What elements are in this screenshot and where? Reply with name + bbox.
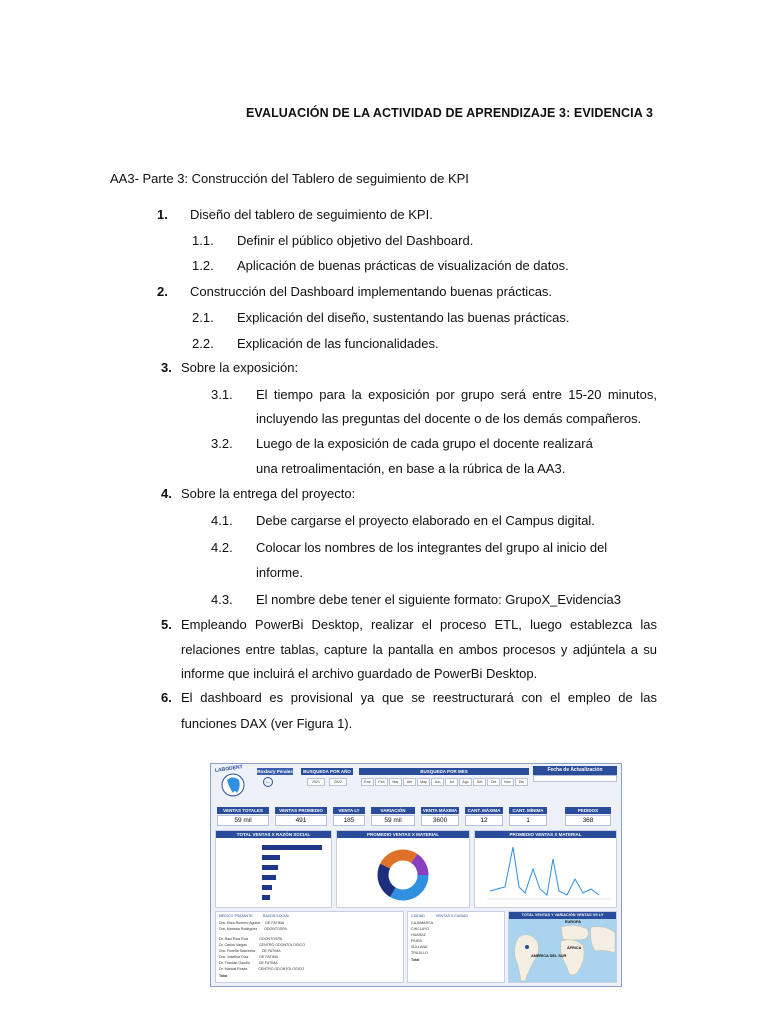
item-1-number: 1. — [157, 207, 168, 222]
month-button[interactable]: Mar — [389, 778, 402, 786]
item-6-line2: funciones DAX (ver Figura 1). — [181, 716, 353, 731]
table-ciudad: CIUDAD VENTAS X CIUDAD CAJAMARCA CHICLAYO HUARAZ PIURA SULLANA TRUJILLO Total — [407, 911, 505, 983]
kpi-label: PEDIDOS — [565, 807, 611, 814]
item-3-2-line1: Luego de la exposición de cada grupo el docente realizará — [256, 436, 593, 451]
item-3-2-number: 3.2. — [211, 436, 233, 451]
kpi-label: VENTAS TOTALES — [217, 807, 269, 814]
logo-text: LABODENT — [214, 764, 244, 774]
item-2-2-number: 2.2. — [192, 336, 214, 351]
item-1-2-number: 1.2. — [192, 258, 214, 273]
item-3-1-line2: incluyendo las preguntas del docente o de los demás compañeros. — [256, 411, 642, 426]
hbar — [262, 875, 276, 880]
map-panel — [508, 911, 617, 983]
kpi-value: 12 — [465, 815, 503, 826]
item-3-text: Sobre la exposición: — [181, 360, 299, 375]
dashboard-figure — [210, 763, 622, 987]
item-6-number: 6. — [161, 690, 172, 705]
item-4-2-line2: informe. — [256, 565, 303, 580]
year-button[interactable]: 2022 — [329, 778, 347, 786]
hbar — [262, 895, 270, 900]
item-2-number: 2. — [157, 284, 168, 299]
month-button[interactable]: Jun — [431, 778, 444, 786]
item-4-2-number: 4.2. — [211, 540, 233, 555]
section-subtitle: AA3- Parte 3: Construcción del Tablero de seguimiento de KPI — [110, 171, 469, 186]
user-badge: Roxbury Perales — [257, 769, 293, 774]
kpi-label: VENTAS PROMEDIO — [275, 807, 327, 814]
item-4-3-text: El nombre debe tener el siguiente formato: GrupoX_Evidencia3 — [256, 592, 621, 607]
item-3-1-number: 3.1. — [211, 387, 233, 402]
kpi-label: VENTA LY — [333, 807, 365, 814]
panel-title: PROMEDIO VENTAS X MATERIAL — [475, 831, 616, 838]
item-5-line3: informe que incluirá el archivo guardado de PowerBi Desktop. — [181, 666, 538, 681]
month-button[interactable]: Feb — [375, 778, 388, 786]
update-date-value — [533, 775, 617, 782]
world-map — [509, 919, 617, 983]
month-button[interactable]: Nov — [501, 778, 514, 786]
month-button[interactable]: Abr — [403, 778, 416, 786]
kpi-value: 59 mil — [371, 815, 415, 826]
item-3-2-line2: una retroalimentación, en base a la rúbrica de la AA3. — [256, 461, 566, 476]
panel-title: TOTAL VENTAS Y VARIACIÓN VENTAS VS LY — [509, 912, 616, 919]
month-button[interactable]: Ago — [459, 778, 472, 786]
update-date-header: Fecha de Actualización — [533, 766, 617, 775]
item-3-1-line1: El tiempo para la exposición por grupo será entre 15-20 minutos, — [256, 387, 657, 402]
item-5-line1: Empleando PowerBi Desktop, realizar el proceso ETL, luego establezca las — [181, 617, 657, 632]
kpi-value: 491 — [275, 815, 327, 826]
panel-promedio-material-donut — [336, 830, 470, 908]
map-label: AMÉRICA DEL SUR — [531, 954, 567, 958]
item-2-text: Construcción del Dashboard implementando buenas prácticas. — [190, 284, 553, 299]
item-4-2-line1: Colocar los nombres de los integrantes del grupo al inicio del — [256, 540, 608, 555]
month-button[interactable]: Dic — [515, 778, 528, 786]
item-4-3-number: 4.3. — [211, 592, 233, 607]
panel-total-ventas-razon — [215, 830, 332, 908]
line-chart — [475, 839, 617, 908]
year-search-header: BUSQUEDA POR AÑO — [301, 768, 353, 775]
hbar — [262, 865, 278, 870]
month-button[interactable]: Oct — [487, 778, 500, 786]
month-button[interactable]: Set — [473, 778, 486, 786]
kpi-label: CANT. MÍNIMA — [509, 807, 547, 814]
hbar — [262, 855, 280, 860]
labodent-logo — [213, 766, 253, 800]
month-button[interactable]: May — [417, 778, 430, 786]
item-4-text: Sobre la entrega del proyecto: — [181, 486, 356, 501]
kpi-label: VARIACIÓN — [371, 807, 415, 814]
item-6-line1: El dashboard es provisional ya que se reestructurará con el empleo de las — [181, 690, 657, 705]
month-button[interactable]: Jul — [445, 778, 458, 786]
month-search-header: BUSQUEDA POR MES — [359, 768, 529, 775]
item-2-1-text: Explicación del diseño, sustentando las buenas prácticas. — [237, 310, 570, 325]
item-2-2-text: Explicación de las funcionalidades. — [237, 336, 439, 351]
item-1-2-text: Aplicación de buenas prácticas de visualización de datos. — [237, 258, 569, 273]
year-button[interactable]: 2021 — [307, 778, 325, 786]
item-3-number: 3. — [161, 360, 172, 375]
hbar — [262, 885, 272, 890]
item-2-1-number: 2.1. — [192, 310, 214, 325]
kpi-label: CANT. MÁXIMA — [465, 807, 503, 814]
kpi-value: 3600 — [421, 815, 459, 826]
panel-promedio-material-line — [474, 830, 617, 908]
back-icon[interactable]: ← — [265, 779, 271, 785]
item-1-1-text: Definir el público objetivo del Dashboard. — [237, 233, 474, 248]
item-5-line2: relaciones entre tablas, capture la pantalla en ambos procesos y adjúntela a su — [181, 642, 657, 657]
item-5-number: 5. — [161, 617, 172, 632]
month-button[interactable]: Ene — [361, 778, 374, 786]
panel-title: TOTAL VENTAS X RAZÓN SOCIAL — [216, 831, 331, 838]
donut-chart — [337, 839, 470, 908]
kpi-value: 1 — [509, 815, 547, 826]
item-4-number: 4. — [161, 486, 172, 501]
kpi-value: 59 mil — [217, 815, 269, 826]
kpi-value: 185 — [333, 815, 365, 826]
map-label: EUROPA — [565, 920, 581, 924]
kpi-label: VENTA MÁXIMA — [422, 808, 458, 813]
item-1-text: Diseño del tablero de seguimiento de KPI. — [190, 207, 433, 222]
item-4-1-number: 4.1. — [211, 513, 233, 528]
panel-title: PROMEDIO VENTAS X MATERIAL — [337, 831, 469, 838]
page-title: EVALUACIÓN DE LA ACTIVIDAD DE APRENDIZAJE 3: EVIDENCIA 3 — [246, 106, 654, 120]
kpi-value: 368 — [565, 815, 611, 826]
map-label: ÁFRICA — [567, 946, 582, 950]
table-medico-tratante: MEDICO TRATANTE RAZON SOCIAL Dra. Eliza Romero Aguilar DE FATIMA Dra. Mariana Rodriguez ODONTOSPA Dr. Raul Rios Ruiz ODONTOSPA Dr. Carlos Vargas CENTRO ODONTOLOGICO Dra. Fiorella Saavedra DE FATIMA Dra. Josefina Diaz DE FATIMA Dr. Franklin Gaudio DE FATIMA Dr. Marcial Rosas CENTRO ODONTOLOGICO Total — [215, 911, 404, 983]
hbar — [262, 845, 322, 850]
item-4-1-text: Debe cargarse el proyecto elaborado en el Campus digital. — [256, 513, 595, 528]
item-1-1-number: 1.1. — [192, 233, 214, 248]
